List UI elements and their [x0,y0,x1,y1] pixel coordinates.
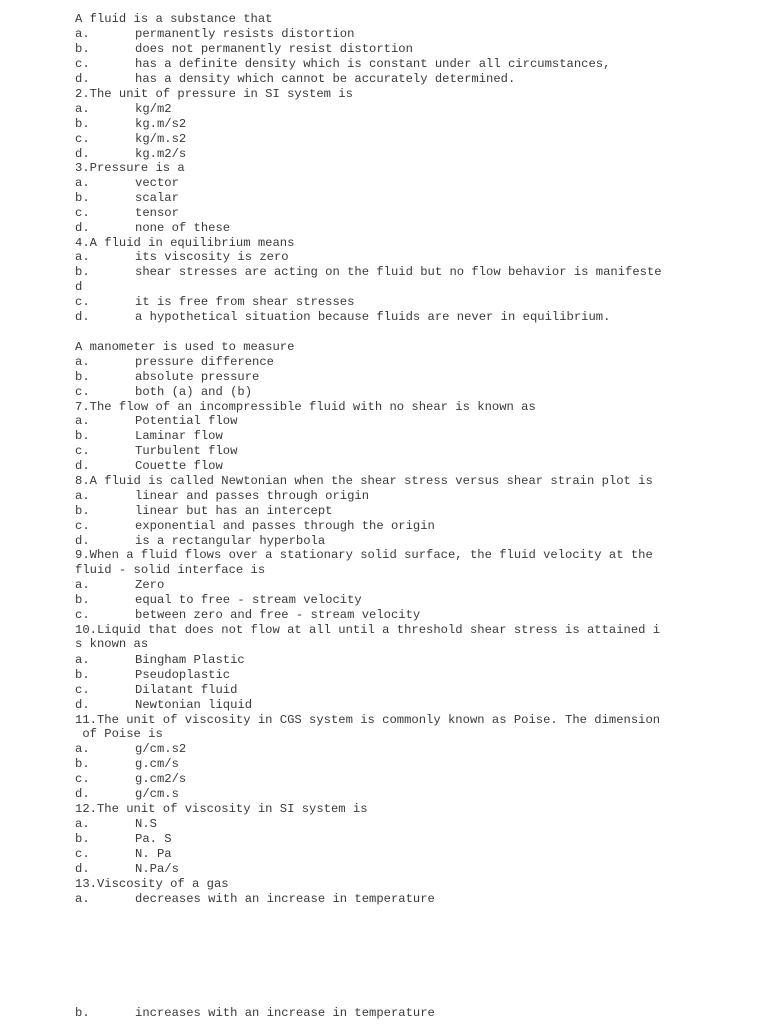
option-text: decreases with an increase in temperature [135,892,435,906]
answer-option [75,295,354,310]
answer-option [75,132,186,147]
option-text: N.S [135,817,157,831]
option-label: b. [75,504,90,518]
answer-option [75,489,369,504]
answer-option [75,742,186,757]
option-label: d. [75,534,90,548]
answer-option [75,27,354,42]
question-line [75,637,148,652]
question-text: 8.A fluid is called Newtonian when the shear stress versus shear strain plot is [75,474,653,488]
answer-option [75,176,179,191]
question-line [75,280,82,295]
question-text: s known as [75,637,149,651]
answer-option [75,102,172,117]
answer-option [75,310,610,325]
answer-option [75,444,237,459]
option-text: kg.m2/s [135,147,187,161]
option-label: a. [75,653,90,667]
question-line [75,727,163,742]
option-label: b. [75,593,90,607]
option-text: has a density which cannot be accurately determined. [135,72,516,86]
option-label: c. [75,132,90,146]
option-label: c. [75,519,90,533]
option-label: b. [75,757,90,771]
answer-option [75,504,332,519]
option-text: Dilatant fluid [135,683,238,697]
answer-option [75,832,172,847]
question-line [75,340,294,355]
option-label: c. [75,683,90,697]
question-line [75,400,536,415]
option-label: a. [75,892,90,906]
option-text: g.cm2/s [135,772,187,786]
option-label: a. [75,27,90,41]
option-label: c. [75,847,90,861]
question-line [75,877,229,892]
question-text: 4.A fluid in equilibrium means [75,236,295,250]
option-text: N. Pa [135,847,172,861]
answer-option [75,117,186,132]
answer-option [75,414,237,429]
option-label: c. [75,608,90,622]
option-text: g/cm.s2 [135,742,187,756]
option-label: d. [75,221,90,235]
option-text: permanently resists distortion [135,27,355,41]
option-text: Laminar flow [135,429,223,443]
option-text: kg.m/s2 [135,117,187,131]
option-text: linear and passes through origin [135,489,370,503]
question-line [75,548,653,563]
option-text: linear but has an intercept [135,504,333,518]
option-label: d. [75,147,90,161]
option-text: a hypothetical situation because fluids are never in equilibrium. [135,310,611,324]
option-label: b. [75,370,90,384]
option-text: its viscosity is zero [135,250,289,264]
question-line [75,87,353,102]
answer-option [75,72,515,87]
option-text: g.cm/s [135,757,179,771]
answer-option [75,429,223,444]
answer-option [75,1006,435,1021]
option-text: between zero and free - stream velocity [135,608,421,622]
option-label: d. [75,787,90,801]
option-label: d. [75,72,90,86]
option-label: a. [75,817,90,831]
question-text: 11.The unit of viscosity in CGS system is commonly known as Poise. The dimension [75,713,661,727]
option-label: b. [75,191,90,205]
option-label: a. [75,489,90,503]
option-text: it is free from shear stresses [135,295,355,309]
option-text: equal to free - stream velocity [135,593,362,607]
option-label: d. [75,862,90,876]
option-label: a. [75,176,90,190]
question-line [75,623,660,638]
option-text: none of these [135,221,231,235]
question-line [75,12,272,27]
option-label: a. [75,355,90,369]
option-label: c. [75,57,90,71]
answer-option [75,608,420,623]
option-text: N.Pa/s [135,862,179,876]
option-label: d. [75,459,90,473]
option-text: Turbulent flow [135,444,238,458]
answer-option [75,221,230,236]
question-text: 2.The unit of pressure in SI system is [75,87,353,101]
question-text: A manometer is used to measure [75,340,295,354]
option-text: Zero [135,578,165,592]
option-text: vector [135,176,179,190]
answer-option [75,593,362,608]
question-text: 12.The unit of viscosity in SI system is [75,802,368,816]
question-text: 10.Liquid that does not flow at all until a threshold shear stress is attained i [75,623,661,637]
question-line [75,474,653,489]
option-label: a. [75,742,90,756]
option-label: b. [75,265,90,279]
option-label: b. [75,429,90,443]
option-label: b. [75,832,90,846]
answer-option [75,57,610,72]
option-text: tensor [135,206,179,220]
answer-option [75,668,230,683]
option-label: c. [75,444,90,458]
option-text: Bingham Plastic [135,653,245,667]
option-text: g/cm.s [135,787,179,801]
option-text: both (a) and (b) [135,385,253,399]
answer-option [75,862,179,877]
option-label: b. [75,117,90,131]
option-text: Pa. S [135,832,172,846]
answer-option [75,847,172,862]
option-label: d. [75,698,90,712]
answer-option [75,787,179,802]
answer-option [75,191,179,206]
option-label: a. [75,578,90,592]
answer-option [75,206,179,221]
answer-option [75,534,325,549]
answer-option [75,817,157,832]
option-label: d. [75,310,90,324]
answer-option [75,772,186,787]
answer-option [75,757,179,772]
option-label: a. [75,102,90,116]
option-text: Couette flow [135,459,223,473]
option-label: c. [75,385,90,399]
answer-option [75,355,274,370]
option-label: a. [75,414,90,428]
question-text: d [75,280,83,294]
option-text: does not permanently resist distortion [135,42,413,56]
answer-option [75,892,435,907]
option-label: a. [75,250,90,264]
option-label: b. [75,42,90,56]
option-text: Potential flow [135,414,238,428]
answer-option [75,683,237,698]
option-label: c. [75,206,90,220]
option-text: shear stresses are acting on the fluid but no flow behavior is manifeste [135,265,662,279]
answer-option [75,370,259,385]
question-line [75,236,294,251]
answer-option [75,653,245,668]
answer-option [75,265,662,280]
question-text: fluid - solid interface is [75,563,266,577]
option-label: b. [75,668,90,682]
question-line [75,713,660,728]
answer-option [75,519,435,534]
option-text: increases with an increase in temperature [135,1006,435,1020]
answer-option [75,147,186,162]
answer-option [75,42,413,57]
answer-option [75,578,164,593]
option-text: kg/m2 [135,102,172,116]
option-text: exponential and passes through the origin [135,519,435,533]
option-text: Pseudoplastic [135,668,231,682]
question-text: of Poise is [75,727,163,741]
option-text: kg/m.s2 [135,132,187,146]
question-text: 3.Pressure is a [75,161,185,175]
question-line [75,161,185,176]
question-text: 13.Viscosity of a gas [75,877,229,891]
option-label: c. [75,295,90,309]
answer-option [75,250,289,265]
question-text: A fluid is a substance that [75,12,273,26]
option-text: has a definite density which is constant under all circumstances, [135,57,611,71]
option-label: b. [75,1006,90,1020]
answer-option [75,459,223,474]
question-text: 7.The flow of an incompressible fluid with no shear is known as [75,400,536,414]
answer-option [75,385,252,400]
question-line [75,563,265,578]
question-text: 9.When a fluid flows over a stationary solid surface, the fluid velocity at the [75,548,653,562]
option-text: Newtonian liquid [135,698,253,712]
option-label: c. [75,772,90,786]
option-text: is a rectangular hyperbola [135,534,326,548]
option-text: absolute pressure [135,370,260,384]
option-text: scalar [135,191,179,205]
question-line [75,802,368,817]
answer-option [75,698,252,713]
option-text: pressure difference [135,355,274,369]
